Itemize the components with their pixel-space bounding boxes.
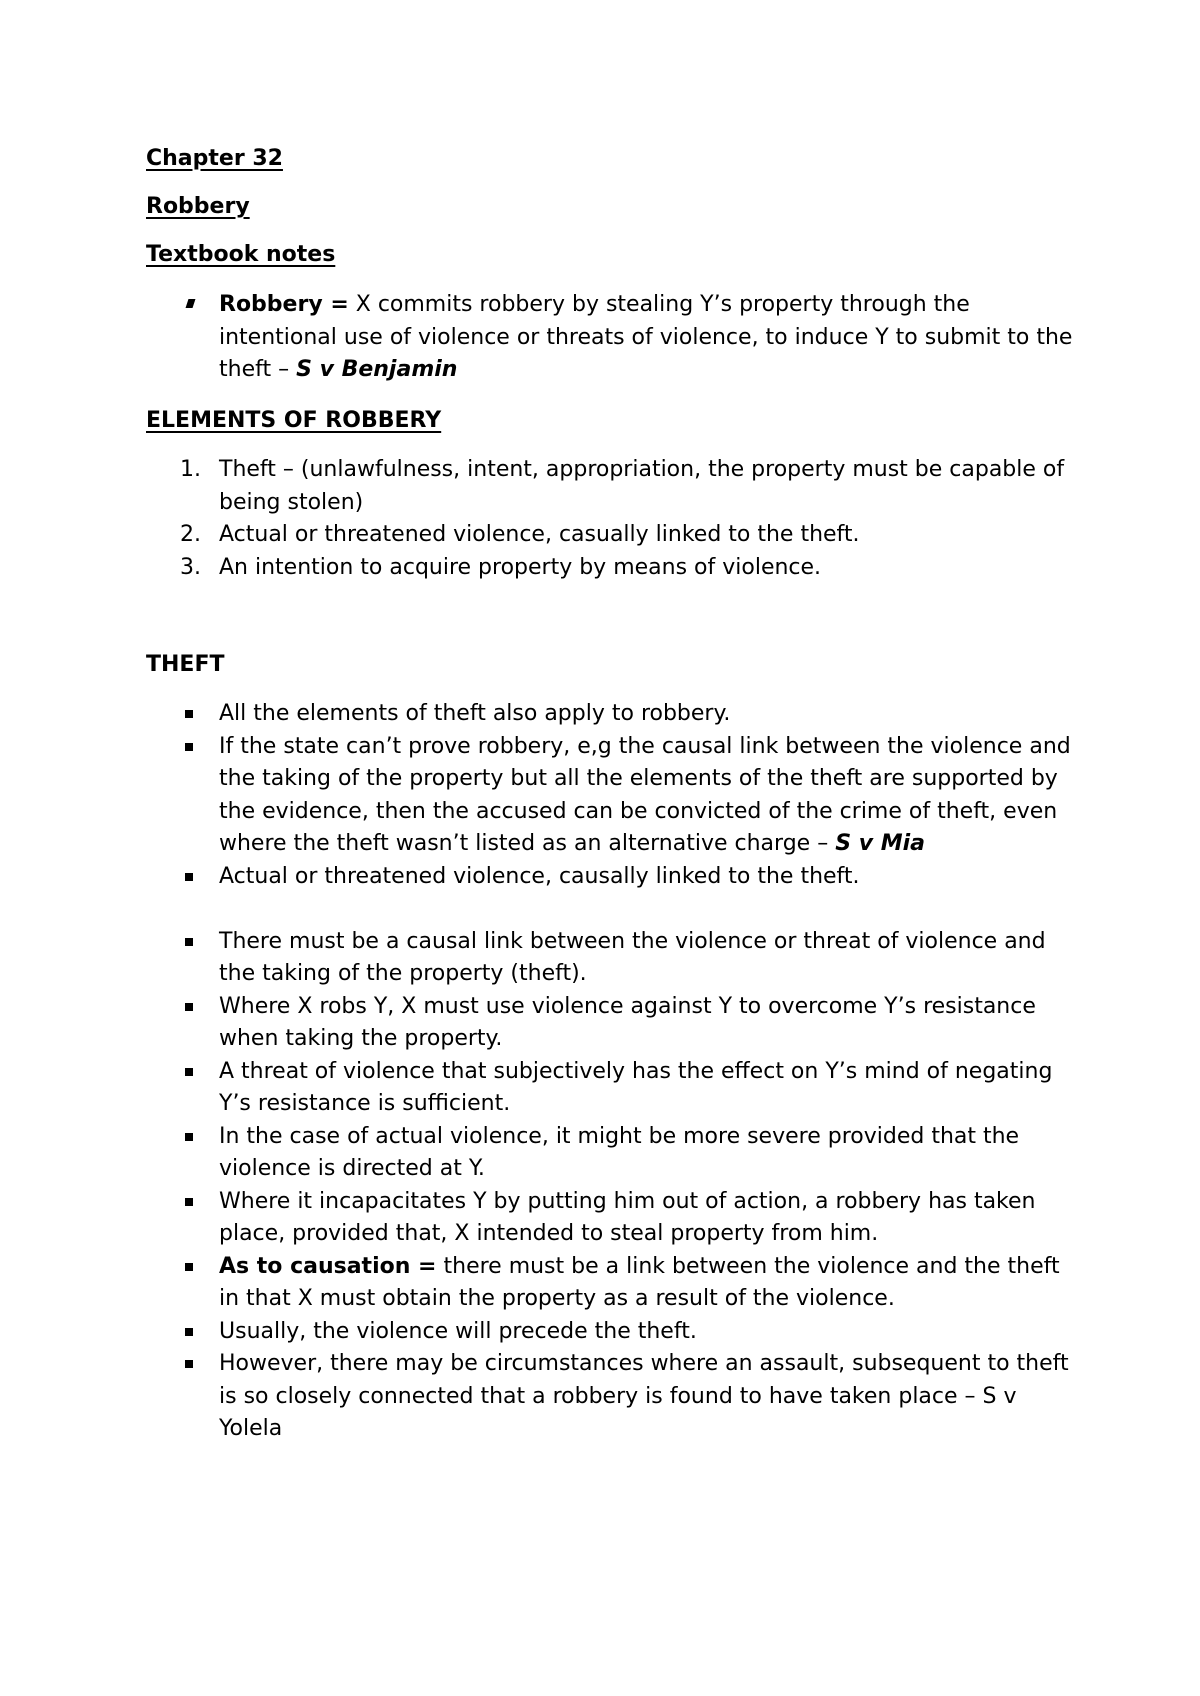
bullet-icon (185, 1003, 193, 1011)
list-item-text: Actual or threatened violence, casually linked to the theft. (219, 522, 860, 547)
bullet-icon (185, 1360, 193, 1368)
list-item (146, 1316, 1076, 1349)
theft-list (146, 698, 1076, 1446)
definition-term: Robbery = (219, 292, 349, 317)
bullet-icon (185, 1198, 193, 1206)
definition-item (146, 289, 1076, 387)
list-item-text: A threat of violence that subjectively has the effect on Y’s mind of negating Y’s resistance is sufficient. (219, 1058, 1053, 1116)
list-item (146, 1056, 1076, 1121)
list-item-text: However, there may be circumstances where an assault, subsequent to theft is so closely connected that a robbery is found to have taken place – S v Yolela (219, 1351, 1069, 1441)
case-citation: S v Mia (835, 831, 925, 856)
list-item-text: Where X robs Y, X must use violence against Y to overcome Y’s resistance when taking the property. (219, 993, 1036, 1051)
elements-list (146, 454, 1076, 584)
list-item (146, 552, 1076, 585)
list-item (146, 1251, 1076, 1316)
bullet-icon (185, 710, 193, 718)
list-item-text: there must be a link between the violence and the theft in that X must obtain the property as a result of the violence. (219, 1253, 1060, 1311)
list-item-text: Theft – (unlawfulness, intent, appropriation, the property must be capable of being stolen) (219, 457, 1065, 515)
bullet-icon (185, 1068, 193, 1076)
topic-heading: Robbery (146, 194, 250, 219)
list-item-text: All the elements of theft also apply to robbery. (219, 701, 731, 726)
bullet-icon (185, 873, 193, 881)
section-label: Textbook notes (146, 242, 336, 267)
list-item (146, 698, 1076, 731)
case-citation: S v Benjamin (296, 357, 458, 382)
definition-text: X commits robbery by stealing Y’s property through the intentional use of violence or threats of violence, to induce Y to submit to the theft – (219, 292, 1073, 382)
list-item (146, 454, 1076, 519)
causation-term: As to causation = (219, 1253, 437, 1279)
bullet-icon (185, 1263, 193, 1271)
list-number: 3. (180, 554, 201, 580)
list-item (146, 1186, 1076, 1251)
list-item-text: An intention to acquire property by means of violence. (219, 554, 822, 580)
bullet-icon (185, 1328, 193, 1336)
list-number: 1. (180, 457, 201, 482)
list-number: 2. (180, 522, 201, 547)
list-item (146, 991, 1076, 1056)
list-item-text: Actual or threatened violence, causally linked to the theft. (219, 863, 860, 889)
definition-list (146, 289, 1076, 387)
list-item-text: Where it incapacitates Y by putting him out of action, a robbery has taken place, provided that, X intended to steal property from him. (219, 1188, 1036, 1246)
list-item-text: There must be a causal link between the violence or threat of violence and the taking of the property (theft). (219, 928, 1046, 986)
list-item (146, 1121, 1076, 1186)
list-item-text: Usually, the violence will precede the theft. (219, 1318, 697, 1344)
list-item-text: If the state can’t prove robbery, e,g the causal link between the violence and the taking of the property but all the elements of the theft are supported by the evidence, then the accused can be convicted of the crime of theft, even where the theft wasn’t listed as an alternative charge – (219, 733, 1071, 856)
theft-heading: THEFT (146, 652, 225, 677)
elements-heading: ELEMENTS OF ROBBERY (146, 408, 442, 433)
chapter-heading: Chapter 32 (146, 146, 283, 171)
list-item (146, 731, 1076, 861)
bullet-icon (185, 1133, 193, 1141)
list-item (146, 926, 1076, 991)
list-item-text: In the case of actual violence, it might be more severe provided that the violence is directed at Y. (219, 1123, 1020, 1181)
list-spacer (146, 893, 1076, 926)
list-item (146, 861, 1076, 894)
list-item (146, 519, 1076, 552)
bullet-icon (186, 299, 196, 308)
list-item (146, 1348, 1076, 1446)
bullet-icon (185, 938, 193, 946)
bullet-icon (185, 743, 193, 751)
